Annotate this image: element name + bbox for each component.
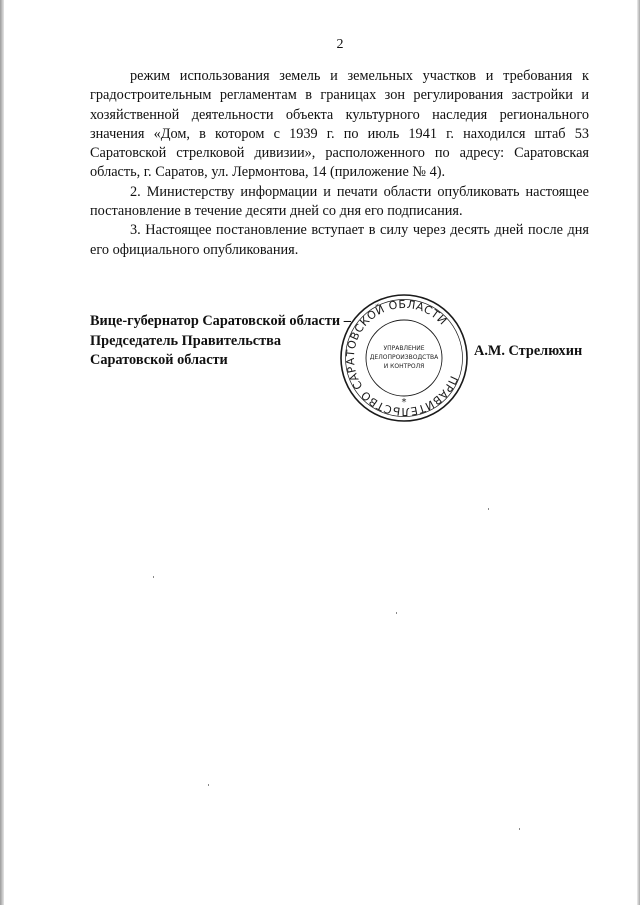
official-seal-stamp (338, 292, 470, 424)
signer-name: А.М. Стрелюхин (474, 343, 583, 359)
paragraph-3: 3. Настоящее постановление вступает в силу через десять дней после дня его официального опубликования. (90, 222, 589, 258)
signatory-title (90, 312, 351, 371)
seal-graphic (338, 292, 470, 424)
seal-outer-text: ПРАВИТЕЛЬСТВО САРАТОВСКОЙ ОБЛАСТИ (343, 297, 461, 419)
scan-speck (519, 828, 520, 830)
paragraph-2: 2. Министерству информации и печати области опубликовать настоящее постановление в течение десяти дней со дня его подписания. (90, 183, 589, 220)
seal-center-line-1: УПРАВЛЕНИЕ (383, 345, 425, 352)
signatory-title-line-1: Вице-губернатор Саратовской области – (90, 313, 351, 329)
seal-center-line-3: И КОНТРОЛЯ (383, 363, 425, 370)
signatory-title-line-2: Председатель Правительства (90, 332, 282, 349)
page-number: 2 (336, 37, 344, 52)
scan-speck (153, 576, 154, 578)
paragraph-1-continuation: режим использования земель и земельных участков и требования к градостроительным регламентам в границах зон регулирования застройки и хозяйственной деятельности объекта культурного наследия регионального значения «Дом, в котором с 1939 г. по июль 1941 г. находился штаб 53 Саратовской стрелковой дивизии», расположенного по адресу: Саратовская область, г. Саратов, ул. Лермонтова, 14 (приложение № 4). (90, 68, 589, 181)
scan-edge-left (0, 0, 4, 905)
seal-center-line-2: ДЕЛОПРОИЗВОДСТВА (369, 354, 439, 361)
document-body (90, 67, 589, 260)
seal-star-icon: * (401, 397, 407, 408)
scan-speck (488, 508, 489, 510)
signatory-title-line-3: Саратовской области (90, 352, 228, 368)
scan-speck (208, 784, 209, 786)
scan-speck (396, 612, 397, 614)
